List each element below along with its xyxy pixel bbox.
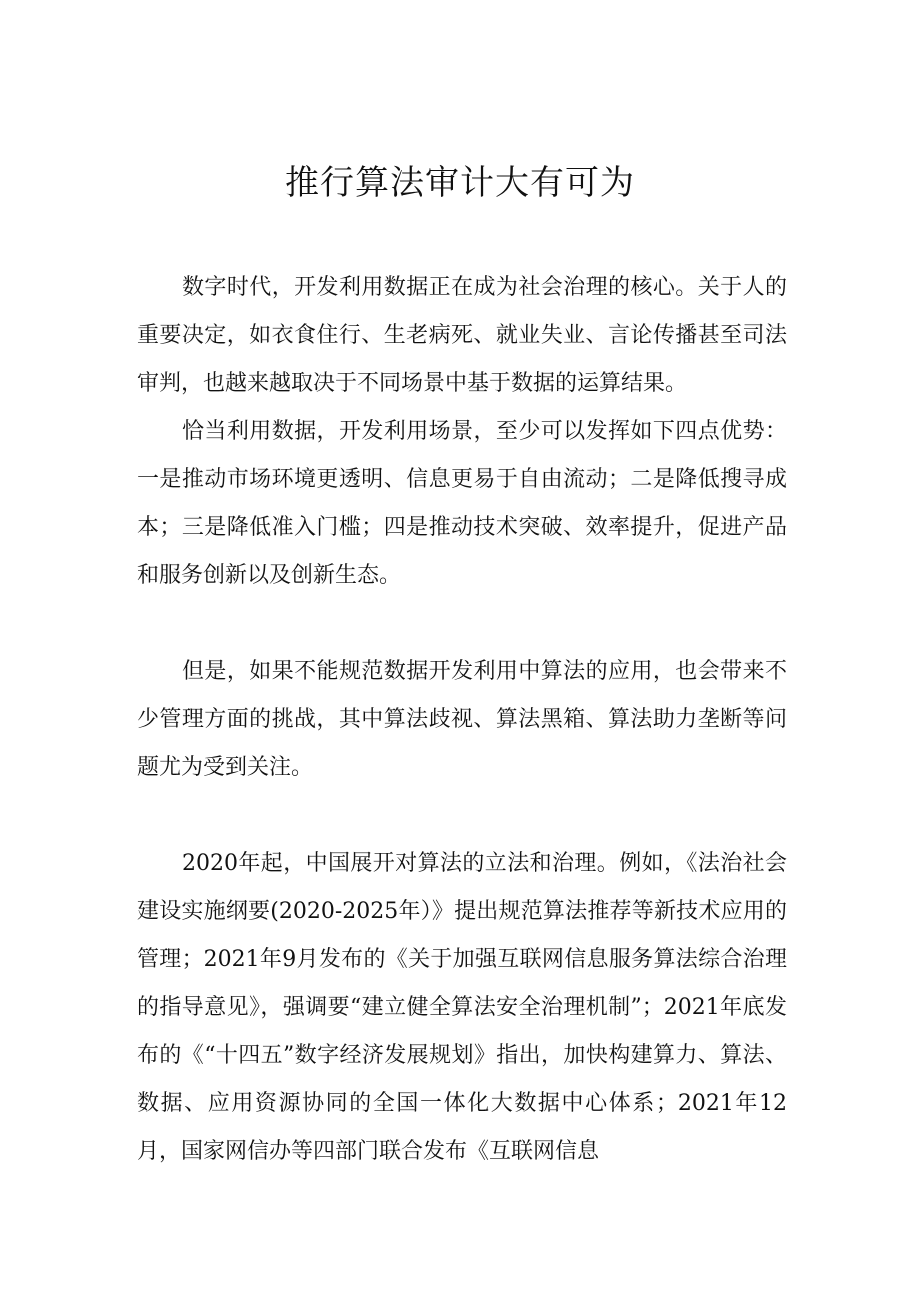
document-title: 推行算法审计大有可为 (285, 163, 635, 203)
paragraph-spacer (137, 792, 787, 840)
paragraph-3: 但是，如果不能规范数据开发利用中算法的应用，也会带来不少管理方面的挑战，其中算法歧视、算法黑箱、算法助力垄断等问题尤为受到关注。 (137, 659, 787, 780)
paragraph-1: 数字时代，开发利用数据正在成为社会治理的核心。关于人的重要决定，如衣食住行、生老病死、就业失业、言论传播甚至司法审判，也越来越取决于不同场景中基于数据的运算结果。 (137, 275, 787, 396)
document-body (137, 264, 787, 1176)
paragraph-4: 2020年起，中国展开对算法的立法和治理。例如，《法治社会建设实施纲要(2020-2025年）》提出规范算法推荐等新技术应用的管理；2021年9月发布的《关于加强互联网信息服务算法综合治理的指导意见》，强调要“建立健全算法安全治理机制”；2021年底发布的《“十四五”数字经济发展规划》指出，加快构建算力、算法、数据、应用资源协同的全国一体化大数据中心体系；2021年12月，国家网信办等四部门联合发布《互联网信息 (137, 851, 787, 1164)
paragraph-spacer (137, 600, 787, 648)
paragraph-2: 恰当利用数据，开发利用场景，至少可以发挥如下四点优势：一是推动市场环境更透明、信息更易于自由流动；二是降低搜寻成本；三是降低准入门槛；四是推动技术突破、效率提升，促进产品和服务创新以及创新生态。 (137, 419, 787, 588)
